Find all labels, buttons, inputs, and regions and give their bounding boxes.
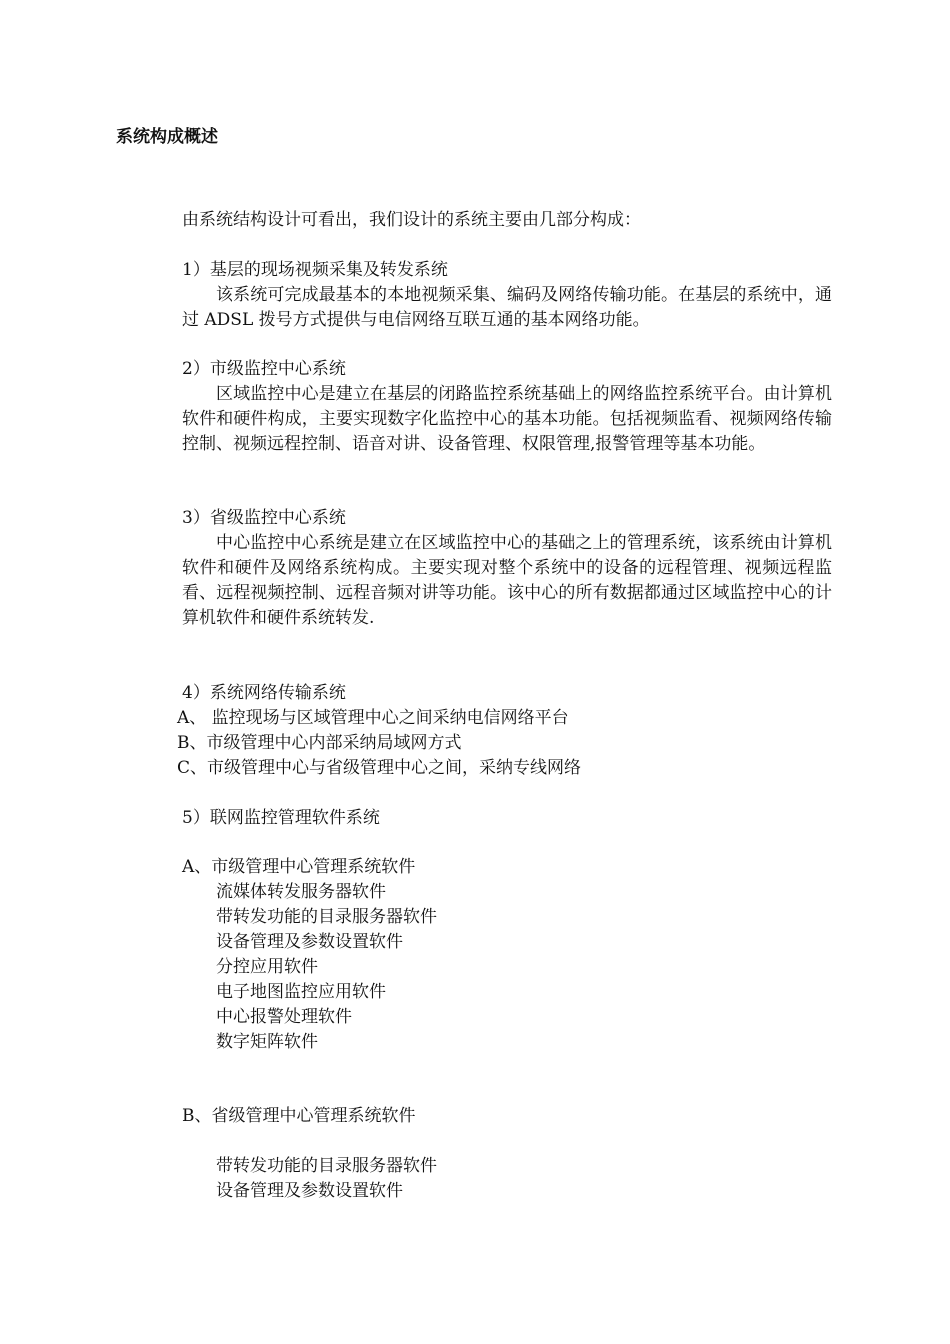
section-3-paragraph: 中心监控中心系统是建立在区域监控中心的基础之上的管理系统，该系统由计算机软件和硬件及网络系统构成。主要实现对整个系统中的设备的远程管理、视频远程监看、远程视频控制、远程音频对讲等功能。该中心的所有数据都通过区域监控中心的计算机软件和硬件系统转发. <box>182 533 832 628</box>
intro-text: 由系统结构设计可看出，我们设计的系统主要由几部分构成： <box>182 210 641 230</box>
subsection-a-label: A、市级管理中心管理系统软件 <box>182 857 416 877</box>
list-item: 数字矩阵软件 <box>216 1032 318 1052</box>
list-item: 流媒体转发服务器软件 <box>216 882 386 902</box>
section-1-heading: 1）基层的现场视频采集及转发系统 <box>182 260 448 280</box>
section-2-heading: 2）市级监控中心系统 <box>182 359 346 379</box>
list-item: A、 监控现场与区域管理中心之间采纳电信网络平台 <box>177 708 569 728</box>
list-item: C、市级管理中心与省级管理中心之间，采纳专线网络 <box>177 758 582 778</box>
list-item: 设备管理及参数设置软件 <box>216 1181 403 1201</box>
list-item: 带转发功能的目录服务器软件 <box>216 907 437 927</box>
list-item: B、市级管理中心内部采纳局域网方式 <box>177 733 462 753</box>
list-item: 带转发功能的目录服务器软件 <box>216 1156 437 1176</box>
list-item: 中心报警处理软件 <box>216 1007 352 1027</box>
subsection-b-label: B、省级管理中心管理系统软件 <box>182 1106 416 1126</box>
list-item: 设备管理及参数设置软件 <box>216 932 403 952</box>
section-3-heading: 3）省级监控中心系统 <box>182 508 346 528</box>
section-1-paragraph: 该系统可完成最基本的本地视频采集、编码及网络传输功能。在基层的系统中，通过 ADSL 拨号方式提供与电信网络互联互通的基本网络功能。 <box>182 285 832 330</box>
list-item: 电子地图监控应用软件 <box>216 982 386 1002</box>
section-5-heading: 5）联网监控管理软件系统 <box>182 808 380 828</box>
list-item: 分控应用软件 <box>216 957 318 977</box>
section-2-paragraph: 区域监控中心是建立在基层的闭路监控系统基础上的网络监控系统平台。由计算机软件和硬件构成，主要实现数字化监控中心的基本功能。包括视频监看、视频网络传输控制、视频远程控制、语音对讲、设备管理、权限管理,报警管理等基本功能。 <box>182 384 832 454</box>
section-4-heading: 4）系统网络传输系统 <box>182 683 346 703</box>
document-title: 系统构成概述 <box>116 127 218 147</box>
